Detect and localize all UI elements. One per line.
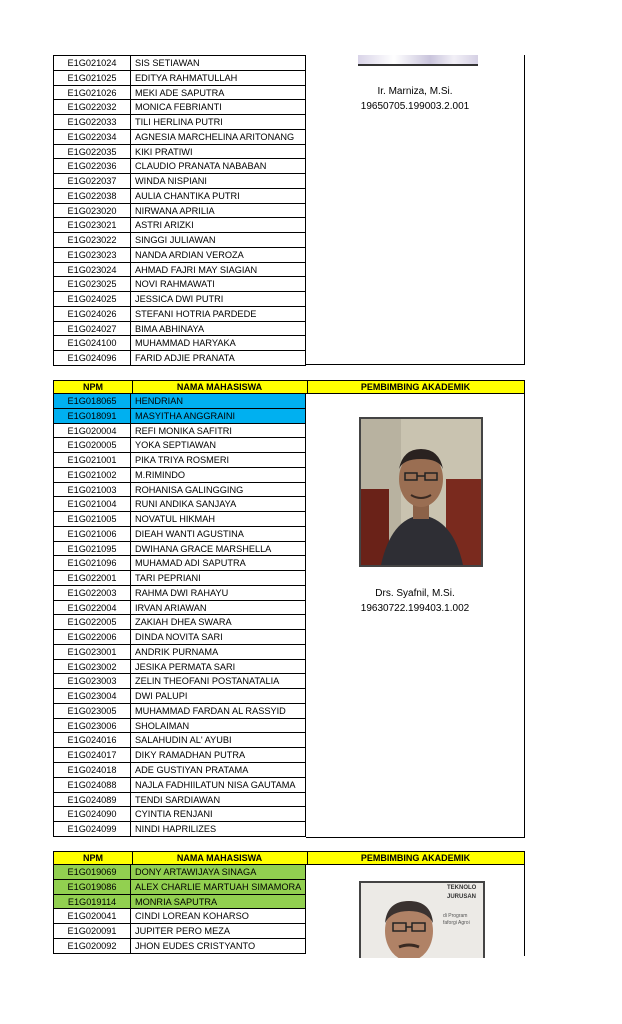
student-npm: E1G023025	[54, 277, 131, 291]
table-row	[53, 601, 306, 616]
student-npm: E1G023001	[54, 645, 131, 659]
student-npm: E1G022005	[54, 615, 131, 629]
table-row	[53, 689, 306, 704]
student-name: MUHAMMAD FARDAN AL RASSYID	[135, 705, 286, 716]
advisor-cell	[306, 55, 525, 365]
student-name: SALAHUDIN AL' AYUBI	[135, 735, 232, 746]
student-npm: E1G024018	[54, 763, 131, 777]
student-npm: E1G021026	[54, 86, 131, 100]
student-name: TENDI SARDIAWAN	[135, 794, 221, 805]
student-npm: E1G020005	[54, 438, 131, 452]
student-npm: E1G022004	[54, 601, 131, 615]
student-npm: E1G024089	[54, 793, 131, 807]
student-npm: E1G019114	[54, 895, 131, 909]
student-name: NIRWANA APRILIA	[135, 205, 215, 216]
student-npm: E1G019069	[54, 865, 131, 879]
student-npm: E1G021001	[54, 453, 131, 467]
photo-text-4: faforgi Agroi	[443, 920, 470, 926]
table-row	[53, 674, 306, 689]
student-name: DINDA NOVITA SARI	[135, 632, 223, 643]
student-npm: E1G024100	[54, 336, 131, 350]
student-name: NINDI HAPRILIZES	[135, 824, 217, 835]
table-row	[53, 71, 306, 86]
student-name: ROHANISA GALINGGING	[135, 484, 244, 495]
student-name: NANDA ARDIAN VEROZA	[135, 249, 244, 260]
table-row	[53, 542, 306, 557]
table-row	[53, 615, 306, 630]
table-row	[53, 336, 306, 351]
student-npm: E1G023005	[54, 704, 131, 718]
header-name: NAMA MAHASISWA	[132, 381, 308, 394]
header-name: NAMA MAHASISWA	[132, 852, 308, 865]
student-npm: E1G024025	[54, 292, 131, 306]
advisor-name: Drs. Syafnil, M.Si.	[375, 588, 455, 599]
advisor-photo-third	[359, 881, 485, 958]
student-npm: E1G022001	[54, 571, 131, 585]
student-name: TARI PEPRIANI	[135, 573, 201, 584]
student-name: MASYITHA ANGGRAINI	[135, 410, 236, 421]
table-row	[53, 292, 306, 307]
table-row	[53, 159, 306, 174]
student-npm: E1G023004	[54, 689, 131, 703]
table-row	[53, 704, 306, 719]
table-row	[53, 778, 306, 793]
student-rows	[53, 865, 306, 954]
student-name: AULIA CHANTIKA PUTRI	[135, 190, 240, 201]
table-row	[53, 263, 306, 278]
table-row	[53, 351, 306, 366]
student-npm: E1G024017	[54, 748, 131, 762]
advisor-nip: 19630722.199403.1.002	[360, 603, 470, 614]
advisor-nip: 19650705.199003.2.001	[360, 101, 470, 112]
table-row	[53, 453, 306, 468]
table-row	[53, 218, 306, 233]
student-name: NAJLA FADHIILATUN NISA GAUTAMA	[135, 779, 296, 790]
student-npm: E1G021025	[54, 71, 131, 85]
student-npm: E1G020092	[54, 939, 131, 953]
table-row	[53, 438, 306, 453]
table-row	[53, 115, 306, 130]
table-row	[53, 512, 306, 527]
photo-text-1: TEKNOLO	[447, 885, 477, 891]
student-name: EDITYA RAHMATULLAH	[135, 72, 238, 83]
student-npm: E1G023023	[54, 248, 131, 262]
student-name: RAHMA DWI RAHAYU	[135, 587, 229, 598]
student-npm: E1G021002	[54, 468, 131, 482]
student-name: CYINTIA RENJANI	[135, 809, 213, 820]
student-name: MUHAMMAD HARYAKA	[135, 338, 236, 349]
student-npm: E1G018065	[54, 394, 131, 408]
student-npm: E1G022037	[54, 174, 131, 188]
student-npm: E1G022035	[54, 145, 131, 159]
advisor-table-marniza	[53, 55, 525, 365]
table-row	[53, 527, 306, 542]
student-npm: E1G024027	[54, 322, 131, 336]
advisor-photo-syafnil	[359, 417, 483, 567]
table-row	[53, 924, 306, 939]
table-row	[53, 233, 306, 248]
student-name: PIKA TRIYA ROSMERI	[135, 455, 230, 466]
student-npm: E1G021095	[54, 542, 131, 556]
student-name: RUNI ANDIKA SANJAYA	[135, 499, 237, 510]
student-name: MONRIA SAPUTRA	[135, 896, 218, 907]
student-name: DWIHANA GRACE MARSHELLA	[135, 543, 272, 554]
student-name: ALEX CHARLIE MARTUAH SIMAMORA	[135, 881, 302, 892]
table-row	[53, 483, 306, 498]
student-name: MONICA FEBRIANTI	[135, 102, 222, 113]
table-row	[53, 763, 306, 778]
photo-text-3: di Program	[443, 913, 468, 919]
table-row	[53, 174, 306, 189]
student-npm: E1G024099	[54, 822, 131, 836]
student-npm: E1G021006	[54, 527, 131, 541]
table-row	[53, 248, 306, 263]
student-name: REFI MONIKA SAFITRI	[135, 425, 232, 436]
student-name: ASTRI ARIZKI	[135, 220, 194, 231]
student-npm: E1G022032	[54, 100, 131, 114]
portrait-illustration	[361, 419, 481, 565]
student-npm: E1G021024	[54, 56, 131, 70]
student-npm: E1G023024	[54, 263, 131, 277]
student-name: CINDI LOREAN KOHARSO	[135, 911, 249, 922]
header-advisor: PEMBIMBING AKADEMIK	[360, 853, 471, 863]
student-rows	[53, 55, 306, 366]
table-row	[53, 719, 306, 734]
student-npm: E1G024016	[54, 733, 131, 747]
table-row	[53, 939, 306, 954]
table-row	[53, 630, 306, 645]
student-npm: E1G021004	[54, 497, 131, 511]
student-npm: E1G022038	[54, 189, 131, 203]
student-npm: E1G023002	[54, 660, 131, 674]
table-row	[53, 100, 306, 115]
advisor-name: Ir. Marniza, M.Si.	[377, 86, 453, 97]
student-name: WINDA NISPIANI	[135, 176, 207, 187]
student-npm: E1G024096	[54, 351, 131, 365]
table-row	[53, 424, 306, 439]
student-name: JESIKA PERMATA SARI	[135, 661, 236, 672]
student-name: STEFANI HOTRIA PARDEDE	[135, 308, 257, 319]
advisor-cell	[306, 865, 525, 956]
table-row	[53, 307, 306, 322]
table-row	[53, 56, 306, 71]
table-row	[53, 571, 306, 586]
student-name: SINGGI JULIAWAN	[135, 235, 216, 246]
student-npm: E1G020041	[54, 909, 131, 923]
student-name: YOKA SEPTIAWAN	[135, 440, 217, 451]
student-name: JESSICA DWI PUTRI	[135, 294, 224, 305]
table-row	[53, 468, 306, 483]
student-name: DIEAH WANTI AGUSTINA	[135, 528, 244, 539]
student-npm: E1G023003	[54, 674, 131, 688]
header-npm: NPM	[54, 381, 133, 394]
table-row	[53, 86, 306, 101]
student-name: M.RIMINDO	[135, 469, 186, 480]
table-row	[53, 660, 306, 675]
table-row	[53, 277, 306, 292]
student-name: ANDRIK PURNAMA	[135, 646, 219, 657]
table-row	[53, 322, 306, 337]
header-advisor: PEMBIMBING AKADEMIK	[360, 382, 471, 392]
student-npm: E1G021096	[54, 556, 131, 570]
student-name: MUHAMAD ADI SAPUTRA	[135, 558, 246, 569]
table-row	[53, 189, 306, 204]
student-npm: E1G023022	[54, 233, 131, 247]
table-header	[53, 380, 525, 394]
student-name: MEKI ADE SAPUTRA	[135, 87, 225, 98]
advisor-cell	[306, 394, 525, 838]
header-npm: NPM	[54, 852, 133, 865]
student-npm: E1G019086	[54, 880, 131, 894]
student-name: FARID ADJIE PRANATA	[135, 353, 235, 364]
student-npm: E1G023006	[54, 719, 131, 733]
student-npm: E1G020091	[54, 924, 131, 938]
table-row	[53, 748, 306, 763]
table-row	[53, 793, 306, 808]
student-name: DWI PALUPI	[135, 691, 188, 702]
table-row	[53, 394, 306, 409]
student-name: TILI HERLINA PUTRI	[135, 117, 223, 128]
photo-text-2: JURUSAN	[447, 894, 477, 900]
advisor-photo-marniza	[358, 55, 478, 66]
advisor-table-syafnil	[53, 380, 525, 838]
student-npm: E1G024090	[54, 807, 131, 821]
table-row	[53, 822, 306, 837]
advisor-table-third	[53, 851, 525, 956]
student-name: ADE GUSTIYAN PRATAMA	[135, 765, 249, 775]
student-npm: E1G020004	[54, 424, 131, 438]
table-row	[53, 497, 306, 512]
student-name: SIS SETIAWAN	[135, 58, 200, 68]
table-row	[53, 645, 306, 660]
table-row	[53, 556, 306, 571]
student-npm: E1G023021	[54, 218, 131, 232]
student-npm: E1G022034	[54, 130, 131, 144]
student-name: AHMAD FAJRI MAY SIAGIAN	[135, 264, 258, 275]
table-row	[53, 586, 306, 601]
student-rows	[53, 394, 306, 837]
table-row	[53, 145, 306, 160]
table-row	[53, 204, 306, 219]
student-name: SHOLAIMAN	[135, 720, 190, 731]
student-name: NOVATUL HIKMAH	[135, 514, 215, 525]
student-name: NOVI RAHMAWATI	[135, 279, 215, 290]
student-name: JHON EUDES CRISTYANTO	[135, 940, 256, 951]
student-name: AGNESIA MARCHELINA ARITONANG	[135, 131, 295, 142]
student-name: KIKI PRATIWI	[135, 146, 193, 157]
student-npm: E1G022033	[54, 115, 131, 129]
student-name: DONY ARTAWIJAYA SINAGA	[135, 867, 257, 877]
table-row	[53, 865, 306, 880]
student-npm: E1G022036	[54, 159, 131, 173]
student-name: ZELIN THEOFANI POSTANATALIA	[135, 676, 280, 687]
student-npm: E1G021003	[54, 483, 131, 497]
table-row	[53, 130, 306, 145]
table-row	[53, 880, 306, 895]
student-npm: E1G018091	[54, 409, 131, 423]
student-name: IRVAN ARIAWAN	[135, 602, 207, 613]
student-name: JUPITER PERO MEZA	[135, 926, 230, 937]
table-row	[53, 807, 306, 822]
student-npm: E1G021005	[54, 512, 131, 526]
student-name: ZAKIAH DHEA SWARA	[135, 617, 232, 628]
student-name: HENDRIAN	[135, 396, 183, 406]
table-header	[53, 851, 525, 865]
student-name: CLAUDIO PRANATA NABABAN	[135, 161, 267, 172]
student-npm: E1G024026	[54, 307, 131, 321]
student-name: BIMA ABHINAYA	[135, 323, 205, 334]
student-name: DIKY RAMADHAN PUTRA	[135, 750, 246, 761]
student-npm: E1G024088	[54, 778, 131, 792]
student-npm: E1G022006	[54, 630, 131, 644]
table-row	[53, 733, 306, 748]
student-npm: E1G023020	[54, 204, 131, 218]
student-npm: E1G022003	[54, 586, 131, 600]
table-row	[53, 409, 306, 424]
table-row	[53, 909, 306, 924]
table-row	[53, 895, 306, 910]
